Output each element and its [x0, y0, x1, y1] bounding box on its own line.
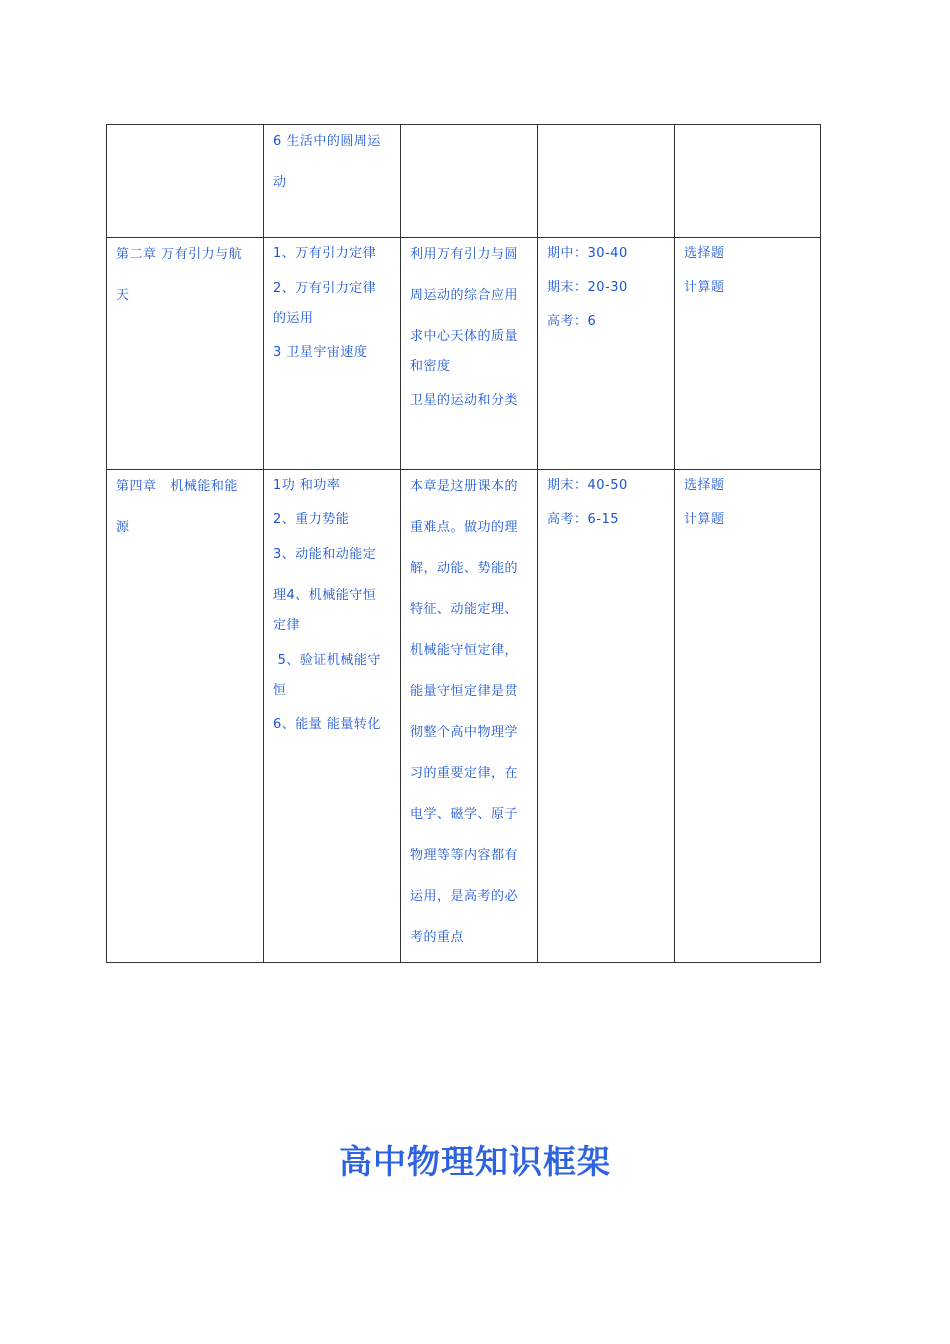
exam-cell [538, 125, 675, 238]
focus-line: 周运动的综合应用 [410, 288, 519, 303]
exam-line: 期末：40-50 [547, 478, 628, 493]
focus-line: 电学、磁学、原子 [410, 807, 519, 822]
content-cell [264, 125, 401, 238]
question-type-line: 选择题 [684, 478, 725, 493]
focus-line: 利用万有引力与圆 [410, 247, 519, 262]
content-line: 5、验证机械能守 [273, 653, 381, 668]
content-line: 理4、机械能守恒 [273, 588, 377, 603]
focus-line: 考的重点 [410, 930, 465, 945]
focus-line: 解，动能、势能的 [410, 561, 519, 576]
table-row [107, 470, 821, 963]
chapter-cell [107, 470, 264, 963]
focus-line: 能量守恒定律是贯 [410, 684, 519, 699]
question-type-line: 计算题 [684, 280, 725, 295]
content-line: 的运用 [273, 311, 314, 326]
exam-line: 高考：6 [547, 314, 597, 329]
focus-line: 彻整个高中物理学 [410, 725, 519, 740]
content-line: 3 卫星宇宙速度 [273, 345, 368, 360]
focus-line: 卫星的运动和分类 [410, 393, 519, 408]
content-line: 定律 [273, 618, 301, 633]
question-type-cell [675, 125, 821, 238]
focus-line: 特征、动能定理、 [410, 602, 519, 617]
focus-cell [401, 125, 538, 238]
document-title: 高中物理知识框架 [339, 1142, 611, 1181]
chapter-line: 第四章 机械能和能 [116, 479, 238, 494]
focus-line: 物理等等内容都有 [410, 848, 519, 863]
focus-line: 机械能守恒定律， [410, 643, 519, 658]
question-type-cell [675, 470, 821, 963]
question-type-cell [675, 238, 821, 470]
focus-line: 和密度 [410, 359, 451, 374]
question-type-line: 选择题 [684, 246, 725, 261]
content-line: 2、万有引力定律 [273, 281, 377, 296]
content-line: 恒 [273, 683, 287, 698]
table-row [107, 238, 821, 470]
exam-cell [538, 238, 675, 470]
content-line: 2、重力势能 [273, 512, 350, 527]
content-line: 1功 和功率 [273, 478, 341, 493]
focus-line: 本章是这册课本的 [410, 479, 519, 494]
chapter-cell [107, 125, 264, 238]
exam-line: 期中：30-40 [547, 246, 628, 261]
content-cell [264, 238, 401, 470]
exam-cell [538, 470, 675, 963]
focus-line: 重难点。做功的理 [410, 520, 519, 535]
content-line: 动 [273, 175, 287, 190]
focus-line: 求中心天体的质量 [410, 329, 519, 344]
knowledge-table [106, 124, 821, 963]
exam-line: 高考：6-15 [547, 512, 620, 527]
content-line: 1、万有引力定律 [273, 246, 377, 261]
focus-line: 习的重要定律，在 [410, 766, 519, 781]
focus-line: 运用，是高考的必 [410, 889, 519, 904]
chapter-line: 天 [116, 288, 130, 303]
table-row [107, 125, 821, 238]
question-type-line: 计算题 [684, 512, 725, 527]
focus-cell [401, 470, 538, 963]
chapter-cell [107, 238, 264, 470]
content-line: 6、能量 能量转化 [273, 717, 381, 732]
content-line: 6 生活中的圆周运 [273, 134, 381, 149]
exam-line: 期末：20-30 [547, 280, 628, 295]
content-cell [264, 470, 401, 963]
chapter-line: 源 [116, 520, 130, 535]
focus-cell [401, 238, 538, 470]
chapter-line: 第二章 万有引力与航 [116, 247, 243, 262]
content-line: 3、动能和动能定 [273, 547, 377, 562]
